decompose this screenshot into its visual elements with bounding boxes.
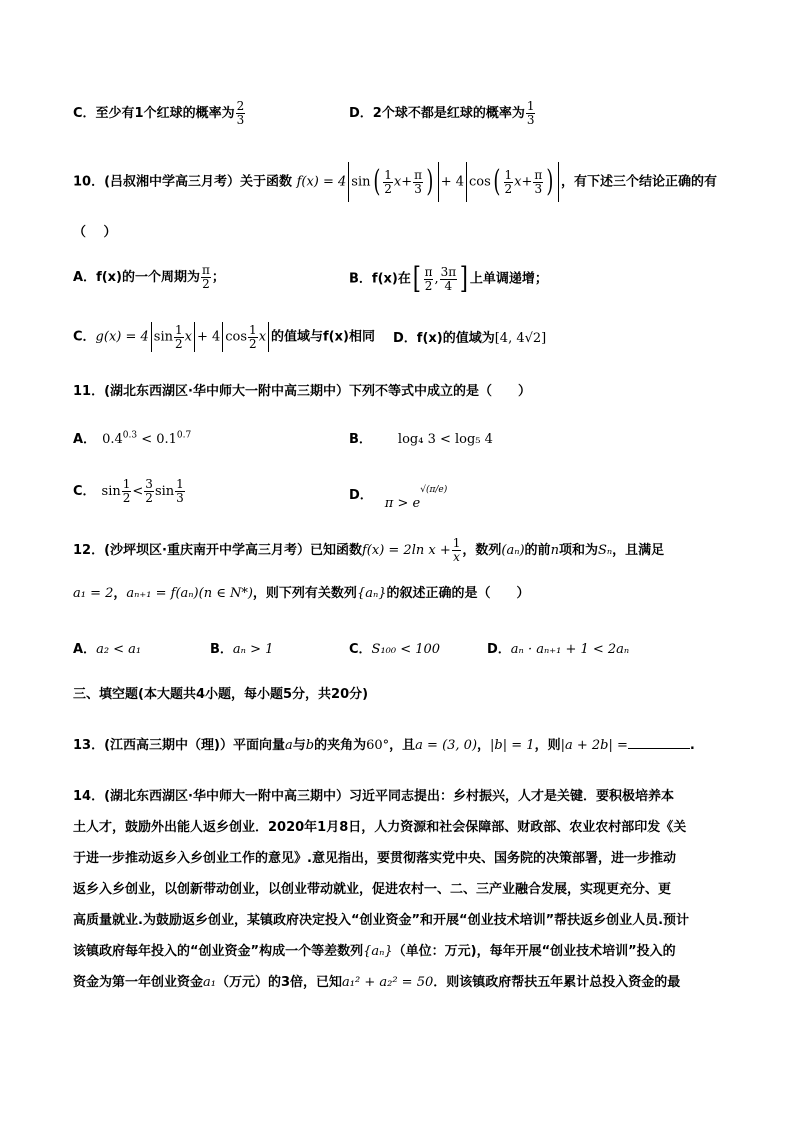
- q12-option-b: B．aₙ > 1: [210, 642, 274, 657]
- q10-paren: （ ）: [73, 225, 117, 240]
- option-label: D．: [349, 106, 373, 121]
- q12-line2: a₁ = 2，aₙ₊₁ = f(aₙ)(n ∈ N*)，则下列有关数列{aₙ}的叙述正确的是（ ）: [73, 586, 530, 601]
- q12-option-d: D．aₙ · aₙ₊₁ + 1 < 2aₙ: [487, 642, 630, 657]
- answer-blank: [628, 736, 690, 749]
- section-title: 三、填空题(本大题共4小题，每小题5分，共20分): [73, 687, 369, 702]
- q10-stem: 10．(吕叔湘中学高三月考）关于函数 f(x) = 4 sin( $\frac{1}{2}$ x+ $\frac{\pi}{3}$ ) + 4 cos( $\frac{1}{2}$ x+ $\frac{\pi}{3}$ ) ，有下述三个结论正确的有: [73, 162, 717, 202]
- q10-option-b: B．f(x)在[ $\frac{\pi}{2}$ , $\frac{3\pi}{4}$ ] 上单调递增；: [349, 261, 548, 296]
- q11-stem: 11．(湖北东西湖区·华中师大一附中高三期中）下列不等式中成立的是（ ）: [73, 384, 531, 399]
- q10-option-a: A．f(x)的一个周期为 $\frac{\pi}{2}$ ；: [73, 263, 225, 291]
- q11-option-b: B． log₄ 3 < log₅ 4: [349, 432, 493, 447]
- q10-option-d: D．f(x)的值域为[4, 4√2]: [393, 331, 547, 346]
- q12-option-a: A．a₂ < a₁: [73, 642, 142, 657]
- q9-option-c: [73, 100, 246, 127]
- option-label: C．: [73, 106, 96, 121]
- q11-option-a: A． $0.4^{0.3} < 0.1^{0.7}$: [73, 430, 192, 447]
- q10-option-c: C．g(x) = 4 sin $\frac{1}{2}$ x + 4 cos $\frac{1}{2}$ x 的值域与f(x)相同: [73, 322, 375, 351]
- q9-option-d: [349, 100, 536, 127]
- fraction: $\frac{2}{3}$: [236, 99, 245, 127]
- option-text: 至少有1个红球的概率为: [95, 106, 235, 121]
- option-text: 2个球不都是红球的概率为: [372, 106, 525, 121]
- q13: 13．(江西高三期中（理)）平面向量a与b的夹角为60°，且a = (3, 0)，|b| = 1，则|a + 2b| = .: [73, 738, 695, 753]
- q12-option-c: C．S₁₀₀ < 100: [349, 642, 441, 657]
- q11-option-c: C． sin $\frac{1}{2}$ < $\frac{3}{2}$ sin $\frac{1}{3}$: [73, 477, 184, 505]
- fraction: $\frac{1}{3}$: [526, 99, 535, 127]
- math-expression: f(x) = 4: [296, 174, 347, 190]
- q11-option-d: D．$\pi > e^{√(\pi/e)}$: [349, 484, 448, 511]
- q12-line1: 12．(沙坪坝区·重庆南开中学高三月考）已知函数f(x) = 2ln x + $\frac{1}{x}$ ，数列(aₙ)的前n项和为Sₙ，且满足: [73, 536, 665, 564]
- q14-paragraph: 14．(湖北东西湖区·华中师大一附中高三期中）习近平同志提出：乡村振兴，人才是关键．要积极培养本 土人才，鼓励外出能人返乡创业．2020年1月8日，人力资源和社会保障部、财政部、农业农村部印发《关 于进一步推动返乡入乡创业工作的意见》.意见指出，要贯彻落实党中央、国务院的决策部署，进一步推动 返乡入乡创业，以创新带动创业，以创业带动就业，促进农村一、二、三产业融合发展，实现更充分、更 高质量就业.为鼓励返乡创业，某镇政府决定投入“创业资金”和开展“创业技术培训”帮扶返乡创业人员.预计 该镇政府每年投入的“创业资金”构成一个等差数列{aₙ}（单位：万元)，每年开展“创业技术培训”投入的 资金为第一年创业资金a₁（万元）的3倍，已知a₁² + a₂² = 50．则该镇政府帮扶五年累计总投入资金的最: [73, 789, 690, 990]
